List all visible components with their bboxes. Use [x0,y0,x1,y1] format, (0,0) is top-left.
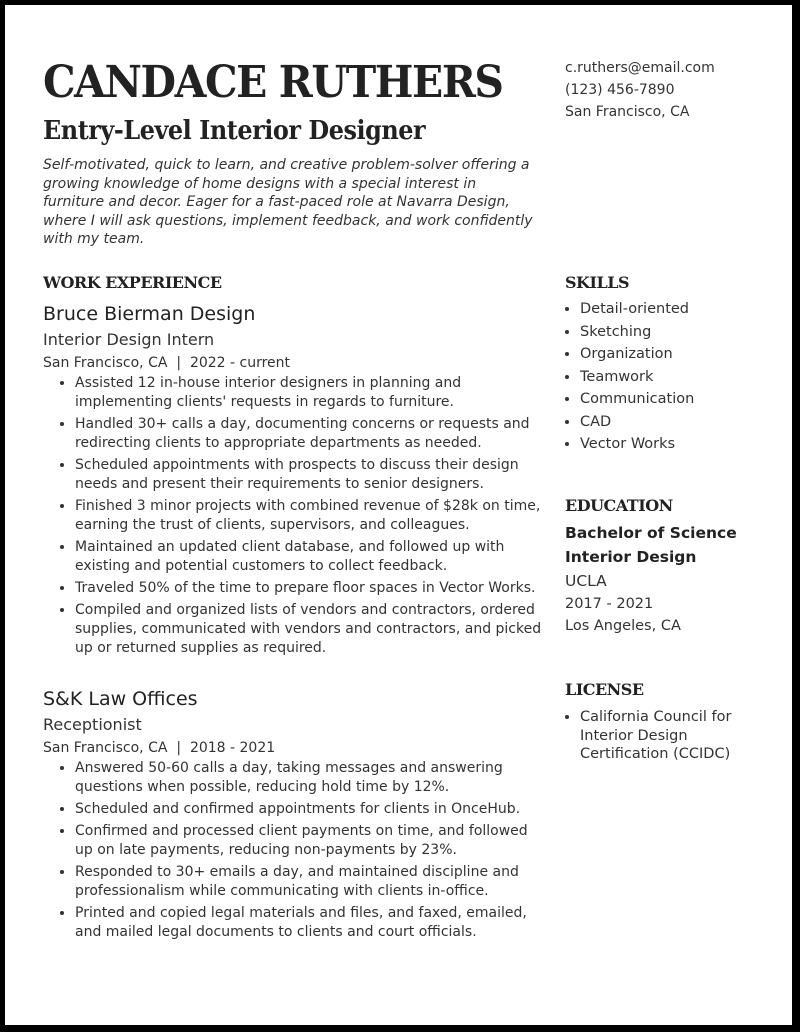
skills-heading: SKILLS [565,273,629,292]
job-bullet: • Answered 50-60 calls a day, taking messages and answering questions when possible, reducing hold time by 12%. [75,759,543,797]
degree-name: Bachelor of Science [565,524,737,542]
education-location: Los Angeles, CA [565,618,681,634]
degree-field: Interior Design [565,548,697,566]
job-bullet: • Traveled 50% of the time to prepare floor spaces in Vector Works. [75,579,543,598]
skill-item: • Vector Works [580,433,694,456]
education-heading: EDUCATION [565,496,673,515]
job-location-dates: San Francisco, CA | 2022 - current [43,355,291,371]
education-years: 2017 - 2021 [565,596,654,612]
job-bullet: • Confirmed and processed client payments on time, and followed up on late payments, reducing non-payments by 23%. [75,822,543,860]
contact-email: c.ruthers@email.com [565,60,715,76]
job-bullet: • Handled 30+ calls a day, documenting concerns or requests and redirecting clients to appropriate departments as needed. [75,415,543,453]
contact-location: San Francisco, CA [565,104,690,120]
target-job-title: Entry-Level Interior Designer [43,116,426,146]
job-bullet: • Finished 3 minor projects with combined revenue of $28k on time, earning the trust of clients, supervisors, and colleagues. [75,497,543,535]
resume-page [5,5,792,1025]
skill-item: • CAD [580,411,694,434]
work-experience-heading: WORK EXPERIENCE [43,273,222,292]
job-role: Interior Design Intern [43,330,215,349]
contact-phone: (123) 456-7890 [565,82,675,98]
job-bullets [43,374,543,658]
skills-list [565,298,694,456]
license-item: • California Council for Interior Design Certification (CCIDC) [580,708,770,764]
job-bullet: • Responded to 30+ emails a day, and maintained discipline and professionalism while communicating with clients in-office. [75,863,543,901]
job-bullet: • Maintained an updated client database, and followed up with existing and potential customers to collect feedback. [75,538,543,576]
job-company: S&K Law Offices [43,688,198,710]
job-bullet: • Compiled and organized lists of vendors and contractors, ordered supplies, communicated with vendors and contractors, and picked up or returned supplies as required. [75,601,543,658]
job-bullets [43,759,543,942]
job-bullet: • Scheduled appointments with prospects to discuss their design needs and present their requirements to senior designers. [75,456,543,494]
job-company: Bruce Bierman Design [43,303,256,325]
job-entry-bruce-bierman [43,301,543,661]
job-role: Receptionist [43,715,142,734]
skill-item: • Detail-oriented [580,298,694,321]
license-list [565,708,770,764]
job-entry-sk-law [43,686,543,945]
contact-block [565,57,715,123]
summary-text: Self-motivated, quick to learn, and creative problem-solver offering a growing knowledge of home designs with a special interest in furniture and decor. Eager for a fast-paced role at Navarra Design, where I will ask questions, implement feedback, and work confidently with my team. [43,157,533,247]
school-name: UCLA [565,572,607,590]
candidate-name: CANDACE RUTHERS [43,57,503,108]
job-location-dates: San Francisco, CA | 2018 - 2021 [43,740,276,756]
skill-item: • Sketching [580,321,694,344]
skill-item: • Teamwork [580,366,694,389]
education-entry [565,521,737,637]
job-bullet: • Printed and copied legal materials and files, and faxed, emailed, and mailed legal documents to clients and court officials. [75,904,543,942]
job-bullet: • Scheduled and confirmed appointments for clients in OnceHub. [75,800,543,819]
license-heading: LICENSE [565,680,644,699]
skill-item: • Communication [580,388,694,411]
skill-item: • Organization [580,343,694,366]
job-bullet: • Assisted 12 in-house interior designers in planning and implementing clients' requests in regards to furniture. [75,374,543,412]
